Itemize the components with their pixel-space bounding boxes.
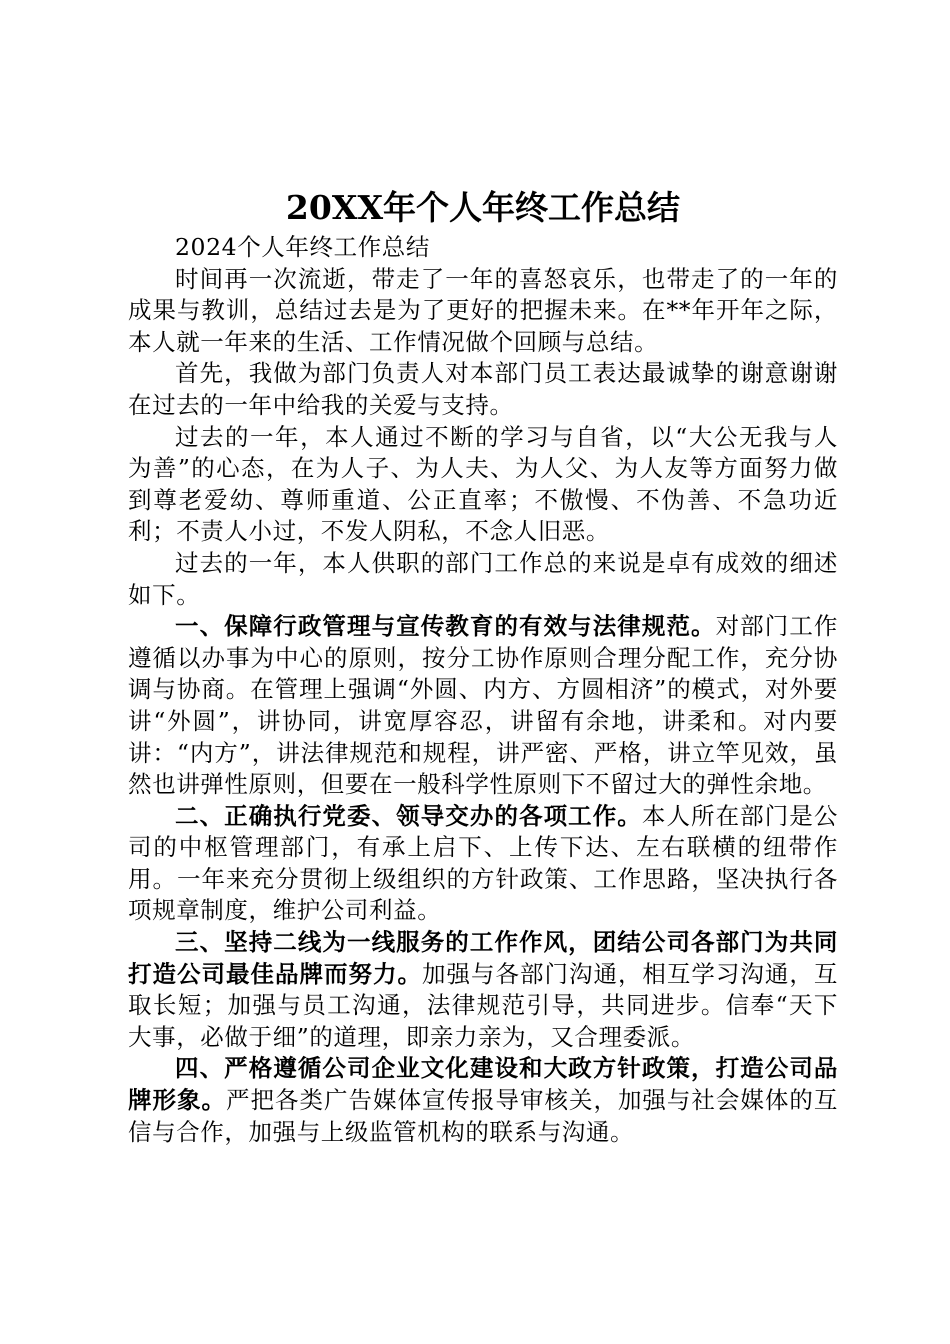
paragraph-section-3 (128, 927, 838, 1053)
paragraph-section-1 (128, 611, 838, 801)
paragraph-text: 过去的一年，本人供职的部门工作总的来说是卓有成效的细述如下。 (128, 548, 838, 609)
document-title: 20XX年个人年终工作总结 (285, 188, 681, 227)
document-subtitle: 2024个人年终工作总结 (175, 233, 431, 261)
paragraph-3 (128, 422, 838, 548)
section-heading: 四、严格遵循公司企业文化建设和大政方针政策，打造公司品牌形象。 (128, 1054, 838, 1115)
section-heading: 三、坚持二线为一线服务的工作作风，团结公司各部门为共同打造公司最佳品牌而努力。 (128, 928, 838, 988)
section-heading: 二、正确执行党委、领导交办的各项工作。 (175, 801, 642, 830)
paragraph-4 (128, 548, 838, 611)
paragraph-text: 过去的一年，本人通过不断的学习与自省，以“大公无我与人为善”的心态，在为人子、为人夫、为人父、为人友等方面努力做到尊老爱幼、尊师重道、公正直率；不傲慢、不伪善、不急功近利；不责人小过，不发人阴私，不念人旧恶。 (128, 422, 838, 546)
paragraph-2 (128, 358, 838, 421)
paragraph-text: 严把各类广告媒体宣传报导审核关，加强与社会媒体的互信与合作，加强与上级监管机构的联系与沟通。 (128, 1086, 839, 1146)
paragraph-text: 加强与各部门沟通，相互学习沟通，互取长短；加强与员工沟通，法律规范引导，共同进步。信奉“天下大事，必做于细”的道理，即亲力亲为，又合理委派。 (128, 959, 839, 1051)
section-heading: 一、保障行政管理与宣传教育的有效与法律规范。 (175, 612, 716, 641)
paragraph-text: 本人所在部门是公司的中枢管理部门，有承上启下、上传下达、左右联横的纽带作用。一年来充分贯彻上级组织的方针政策、工作思路，坚决执行各项规章制度，维护公司利益。 (128, 801, 838, 925)
paragraph-1 (128, 264, 838, 359)
paragraph-text: 时间再一次流逝，带走了一年的喜怒哀乐，也带走了的一年的成果与教训，总结过去是为了更好的把握未来。在**年开年之际，本人就一年来的生活、工作情况做个回顾与总结。 (128, 264, 838, 356)
paragraph-text: 首先，我做为部门负责人对本部门员工表达最诚挚的谢意谢谢在过去的一年中给我的关爱与支持。 (128, 359, 838, 419)
paragraph-section-4 (128, 1053, 838, 1148)
paragraph-section-2 (128, 801, 838, 927)
document-page (128, 186, 838, 1148)
paragraph-text: 对部门工作遵循以办事为中心的原则，按分工协作原则合理分配工作，充分协调与协商。在管理上强调“外圆、内方、方圆相济”的模式，对外要讲“外圆”，讲协同，讲宽厚容忍，讲留有余地，讲柔和。对内要讲：“内方”，讲法律规范和规程，讲严密、严格，讲立竿见效，虽然也讲弹性原则，但要在一般科学性原则下不留过大的弹性余地。 (128, 612, 839, 799)
